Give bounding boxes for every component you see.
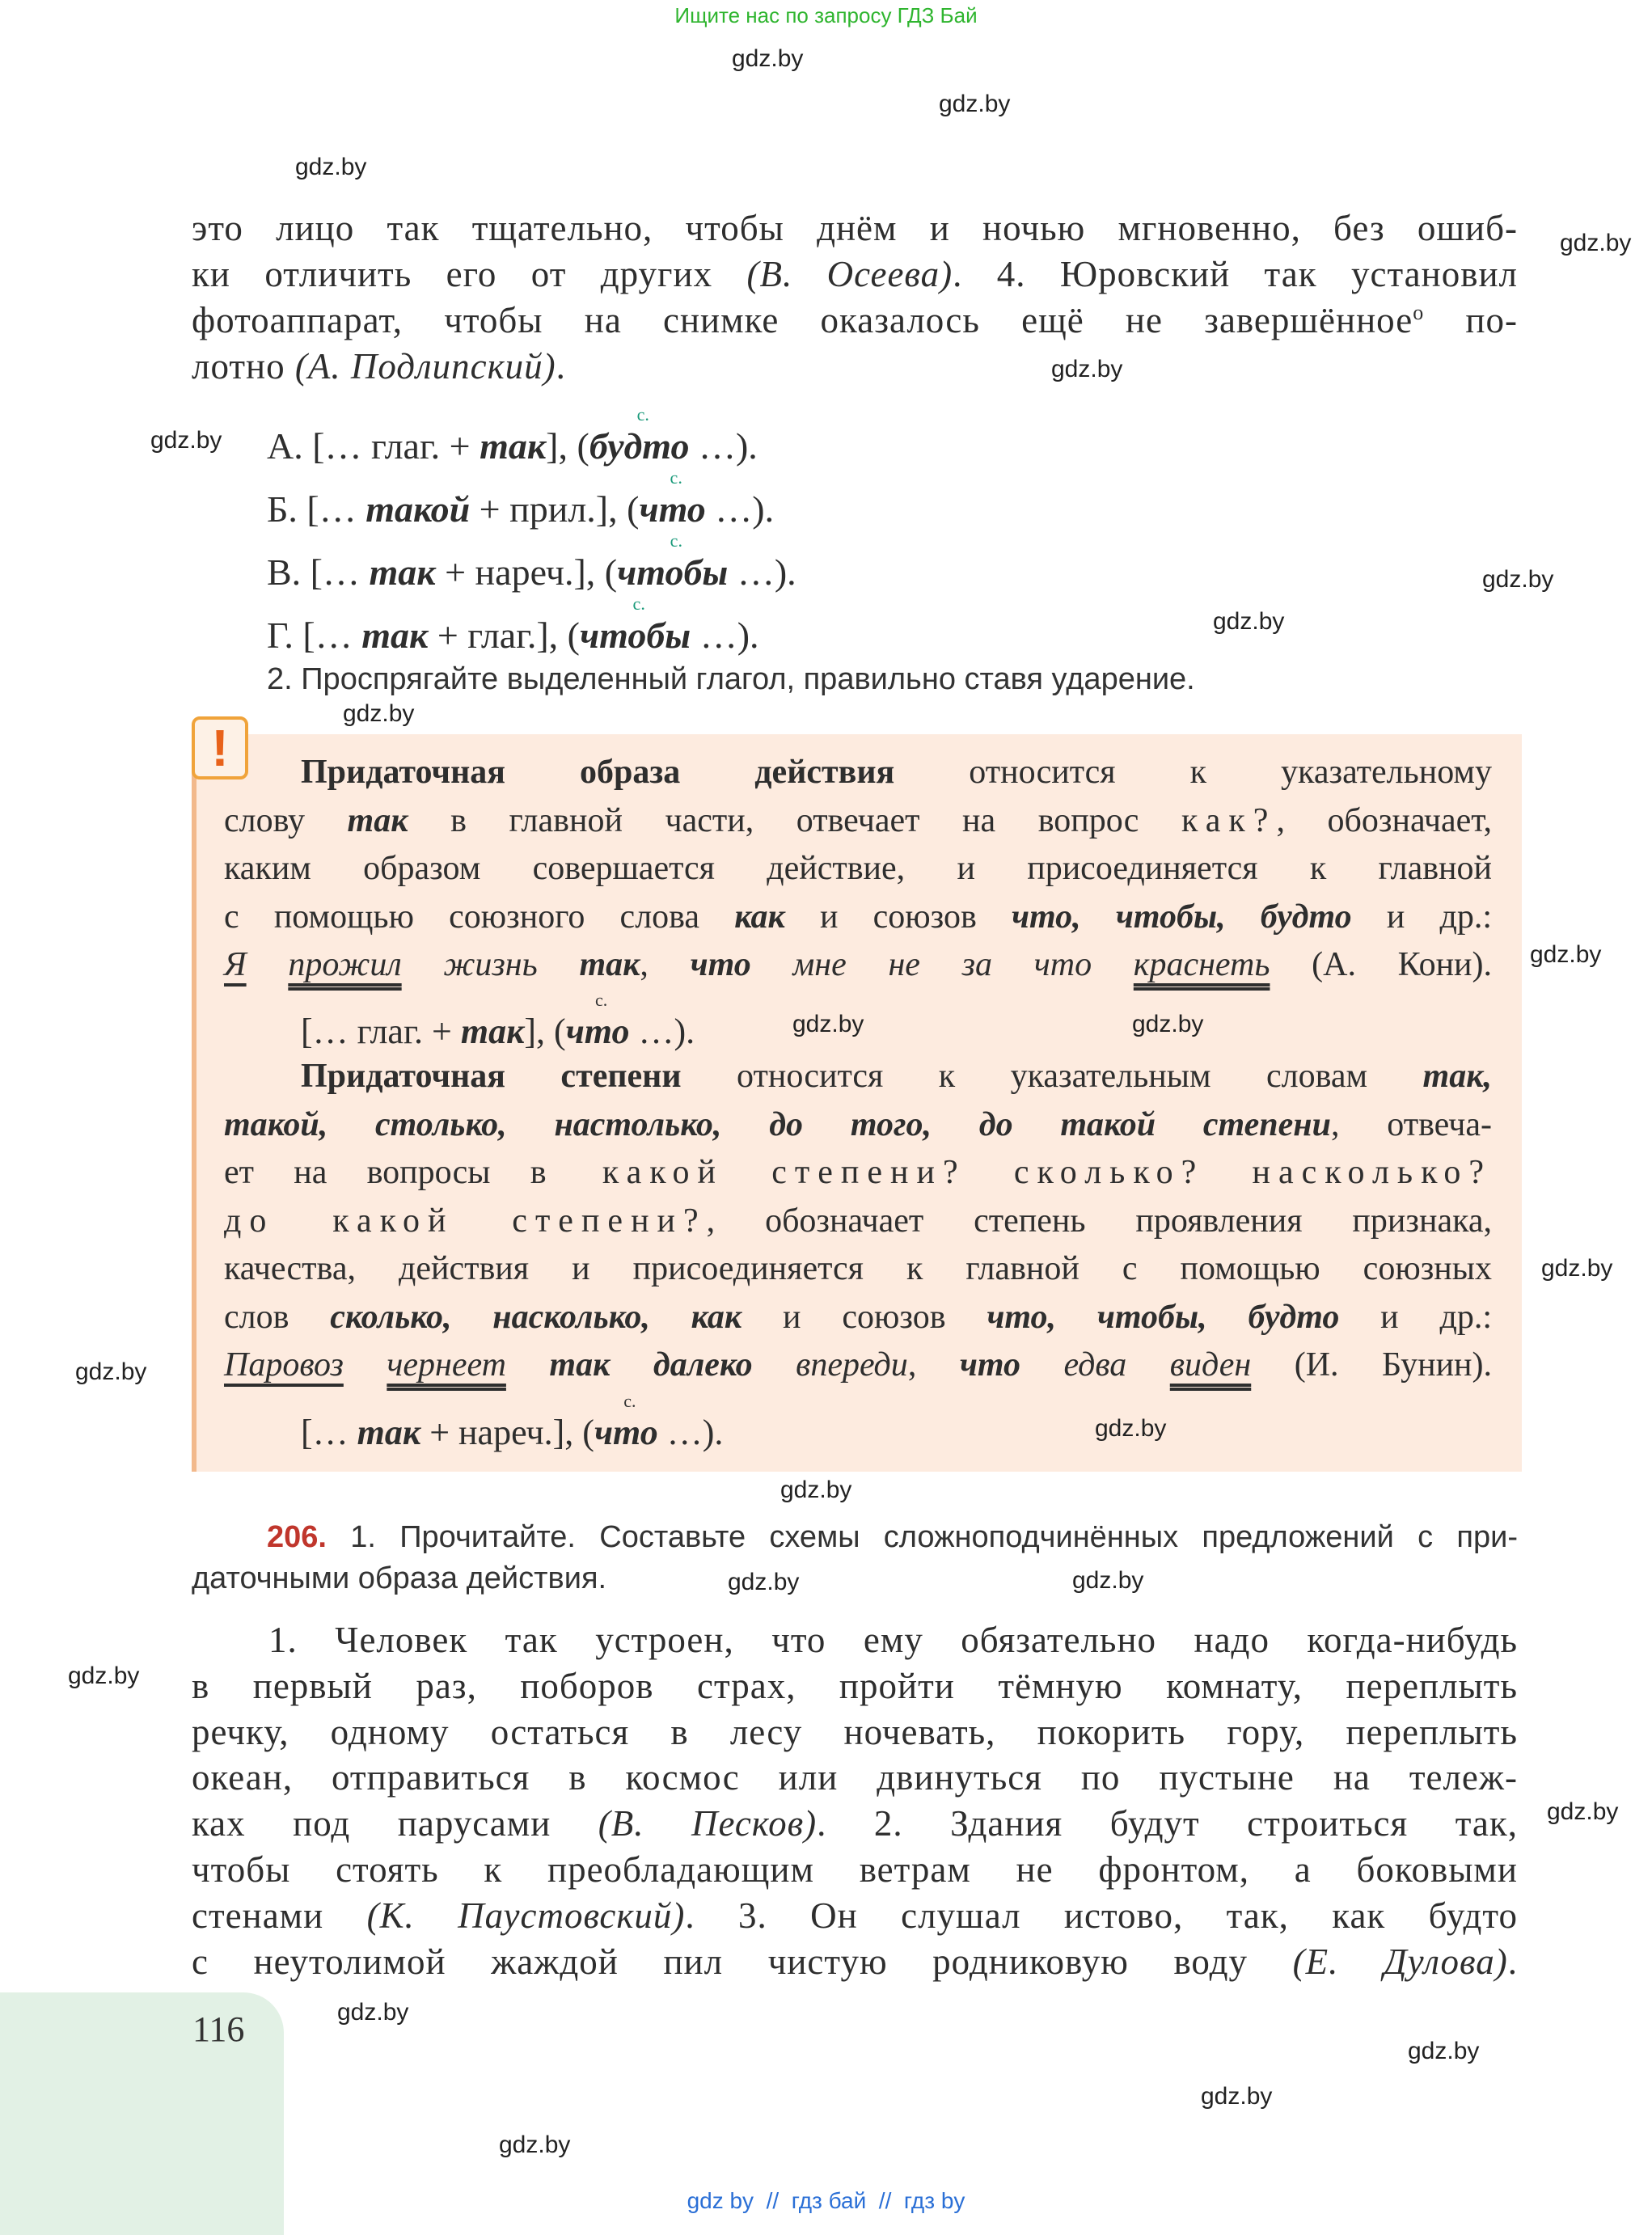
subject: Паровоз — [224, 1346, 344, 1384]
pointer-word: так — [347, 801, 408, 839]
text: ], ( — [546, 425, 589, 467]
watermark: gdz.by — [295, 154, 367, 180]
text: [… — [301, 1413, 357, 1452]
watermark: gdz.by — [1132, 1011, 1204, 1037]
questions: в какой степени? сколько? насколько? — [530, 1154, 1492, 1191]
text: слову — [224, 801, 348, 839]
watermark: gdz.by — [1530, 941, 1602, 968]
example-line — [224, 941, 1492, 990]
exercise-206-task — [192, 1517, 1518, 1599]
conjunction-mark: с. — [632, 594, 645, 614]
watermark: gdz.by — [1072, 1567, 1144, 1594]
conjunction — [617, 530, 729, 594]
author-citation: (А. Подлипский) — [294, 346, 556, 387]
text-line — [192, 205, 1518, 251]
text-line — [192, 1663, 1518, 1709]
author-citation: (В. Песков) — [598, 1803, 818, 1844]
watermark: gdz.by — [1408, 2038, 1480, 2064]
text: мне не за что — [750, 946, 1134, 983]
conjunction-mark: с. — [623, 1391, 636, 1411]
text: и др.: — [1351, 898, 1493, 936]
text: в первый раз, поборов страх, пройти тёмную комнату, переплыть — [192, 1665, 1518, 1706]
text: чтобы стоять к преобладающим ветрам не фронтом, а боковыми — [192, 1848, 1518, 1890]
text: что — [565, 1012, 630, 1051]
previous-exercise-text — [192, 205, 1518, 390]
text-line — [224, 1198, 1492, 1246]
pointer-word: так — [480, 425, 547, 467]
watermark: gdz.by — [1541, 1255, 1613, 1282]
text: . — [1507, 1941, 1518, 1982]
watermark: gdz.by — [499, 2131, 571, 2158]
text-line — [192, 1893, 1518, 1939]
text-line — [192, 251, 1518, 298]
text-line — [192, 1801, 1518, 1847]
watermark: gdz.by — [1547, 1798, 1619, 1825]
text: , — [907, 1346, 960, 1384]
text: …). — [657, 1413, 724, 1452]
exercise-206-text — [192, 1617, 1518, 1984]
text: впереди — [752, 1346, 908, 1384]
text: будто — [589, 425, 690, 467]
pointer-word: так — [579, 946, 640, 983]
watermark: gdz.by — [780, 1477, 852, 1503]
watermark: gdz.by — [792, 1011, 864, 1037]
text-line — [192, 1847, 1518, 1893]
pointer-word: так — [357, 1413, 421, 1452]
text-line — [224, 1245, 1492, 1294]
question: до какой степени? — [224, 1202, 707, 1240]
watermark: gdz.by — [732, 45, 804, 72]
page-number: 116 — [192, 2009, 245, 2049]
conjunction — [639, 467, 706, 530]
conjunction — [589, 404, 690, 467]
conjunction-mark: с. — [670, 530, 682, 551]
text: в главной части, отвечает на вопрос — [408, 801, 1181, 839]
text: , отвеча- — [1330, 1105, 1492, 1143]
pointer-words: такой, столько, настолько, до того, до такой степени — [224, 1105, 1331, 1143]
author-citation: (В. Осеева) — [746, 254, 953, 294]
text: 1. Прочитайте. Составьте схемы сложноподчинённых предложений с при- — [350, 1520, 1518, 1554]
footer-links[interactable]: gdz by // гдз бай // гдз by — [687, 2188, 965, 2213]
watermark: gdz.by — [728, 1569, 800, 1595]
text: ет на вопросы — [224, 1154, 530, 1191]
scheme-g — [267, 594, 796, 657]
text: что — [594, 1413, 658, 1452]
text-line — [224, 845, 1492, 894]
text: Б. [… — [267, 488, 366, 530]
text: [… глаг. + — [301, 1012, 461, 1051]
predicate: краснеть — [1133, 946, 1270, 983]
text: слов — [224, 1298, 331, 1336]
conjunction — [594, 1391, 658, 1454]
text: …). — [728, 551, 796, 593]
stress-mark: о — [1413, 301, 1425, 324]
text: и др.: — [1339, 1298, 1492, 1336]
text — [506, 1346, 550, 1384]
text: . — [556, 346, 566, 387]
pointer-word: так далеко — [549, 1346, 753, 1384]
conjunction-mark: с. — [670, 467, 682, 488]
author-citation: (Е. Дулова) — [1292, 1941, 1508, 1982]
text: + глаг.], ( — [428, 615, 581, 656]
pointer-word: так — [361, 615, 429, 656]
text: и союзов — [784, 898, 1012, 936]
scheme-a — [267, 404, 796, 467]
text: . 2. Здания будут строиться так, — [817, 1803, 1518, 1844]
watermark: gdz.by — [1095, 1415, 1167, 1442]
text: это лицо так тщательно, чтобы днём и ночью мгновенно, без ошиб- — [192, 208, 1518, 248]
text: и союзов — [741, 1298, 987, 1336]
text: фотоаппарат, чтобы на снимке оказалось ещё не завершённое — [192, 300, 1413, 340]
pointer-word: так, — [1422, 1058, 1492, 1095]
text: относится к указательному — [894, 754, 1492, 791]
pointer-word: так — [369, 551, 436, 593]
text: + прил.], ( — [470, 488, 640, 530]
text: + нареч.], ( — [420, 1413, 594, 1452]
watermark: gdz.by — [1482, 566, 1554, 593]
search-hint-banner[interactable]: Ищите нас по запросу ГДЗ Бай — [674, 3, 978, 27]
watermark: gdz.by — [1201, 2083, 1273, 2110]
text-line — [224, 749, 1492, 797]
text-line — [192, 298, 1518, 344]
text: чтобы — [617, 551, 729, 593]
text: , обозначает степень проявления признака, — [706, 1202, 1492, 1240]
text-line — [192, 344, 1518, 390]
text-line — [224, 797, 1492, 846]
conjunction-mark: с. — [595, 990, 608, 1010]
text: стенами — [192, 1895, 367, 1936]
conjunction — [580, 594, 691, 657]
watermark: gdz.by — [343, 700, 415, 727]
exclamation-icon: ! — [192, 716, 248, 780]
text: речку, одному остаться в лесу ночевать, покорить гору, переплыть — [192, 1711, 1518, 1752]
text: …). — [691, 615, 759, 656]
text: . 3. Он слушал истово, так, как будто — [685, 1895, 1518, 1936]
text: лотно — [192, 346, 295, 387]
text: что — [639, 488, 706, 530]
text-line — [192, 1755, 1518, 1801]
task-2-instruction: 2. Проспрягайте выделенный глагол, правильно ставя ударение. — [267, 662, 1195, 696]
author-citation: (И. Бунин). — [1251, 1346, 1493, 1384]
watermark: gdz.by — [939, 91, 1011, 117]
watermark: gdz.by — [75, 1358, 147, 1385]
scheme-b — [267, 467, 796, 530]
conjunction: что — [959, 1346, 1020, 1384]
watermark: gdz.by — [1051, 356, 1123, 382]
rule-scheme-2 — [301, 1391, 723, 1454]
scheme-list — [267, 404, 796, 657]
text: чтобы — [580, 615, 691, 656]
conjunction — [565, 990, 630, 1053]
conjunction: что — [690, 946, 751, 983]
watermark: gdz.by — [68, 1663, 140, 1689]
predicate: виден — [1169, 1346, 1252, 1384]
conjunction-mark: с. — [636, 404, 649, 425]
scheme-v — [267, 530, 796, 594]
text-line — [192, 1617, 1518, 1663]
text: …). — [705, 488, 775, 530]
text: качества, действия и присоединяется к главной с помощью союзных — [224, 1250, 1492, 1287]
watermark: gdz.by — [337, 1999, 409, 2026]
author-citation: (К. Паустовский) — [366, 1895, 686, 1936]
text: с помощью союзного слова — [224, 898, 735, 936]
text: по- — [1424, 300, 1518, 340]
text: ки отличить его от других — [192, 254, 747, 294]
exercise-number: 206. — [267, 1520, 327, 1554]
text: А. [… глаг. + — [267, 425, 480, 467]
text: жизнь — [401, 946, 580, 983]
rule-manner-clause — [224, 749, 1492, 990]
text: океан, отправиться в космос или двинуться по пустыне на тележ- — [192, 1757, 1518, 1798]
text-line — [224, 1294, 1492, 1342]
pointer-word: такой — [365, 488, 471, 530]
text: , обозначает, — [1276, 801, 1493, 839]
watermark: gdz.by — [150, 427, 222, 454]
text: даточными образа действия. — [192, 1561, 607, 1595]
text: В. [… — [267, 551, 370, 593]
text: Г. [… — [267, 615, 362, 656]
text-line — [224, 894, 1492, 942]
text: каким образом совершается действие, и присоединяется к главной — [224, 850, 1492, 887]
allied-words: сколько, насколько, как — [330, 1298, 742, 1336]
pointer-word: так — [460, 1012, 525, 1051]
text: ], ( — [524, 1012, 566, 1051]
text: …). — [629, 1012, 695, 1051]
pointer-word: как — [734, 898, 785, 936]
text-line — [192, 1517, 1518, 1558]
text-line — [224, 1053, 1492, 1101]
text-line — [192, 1558, 1518, 1599]
conjunctions: что, чтобы, будто — [987, 1298, 1340, 1336]
conjunctions: что, чтобы, будто — [1011, 898, 1352, 936]
text-line — [192, 1939, 1518, 1985]
subject: Я — [224, 946, 247, 983]
text: 1. Человек так устроен, что ему обязательно надо когда-нибудь — [268, 1620, 1518, 1660]
text-line — [224, 1101, 1492, 1150]
text: + нареч.], ( — [435, 551, 618, 593]
rule-scheme-1 — [301, 990, 695, 1053]
text — [247, 946, 289, 983]
author-citation: (А. Кони). — [1270, 946, 1493, 983]
text: . 4. Юровский так установил — [953, 254, 1518, 294]
text-line — [224, 1149, 1492, 1198]
predicate: прожил — [288, 946, 402, 983]
rule-degree-clause — [224, 1053, 1492, 1390]
text — [344, 1346, 387, 1384]
text: ках под парусами — [192, 1803, 598, 1844]
watermark: gdz.by — [1560, 230, 1632, 256]
text: едва — [1020, 1346, 1170, 1384]
predicate: чернеет — [387, 1346, 506, 1384]
term: Придаточная образа действия — [301, 754, 895, 791]
text: относится к указательным словам — [681, 1058, 1423, 1095]
text: …). — [689, 425, 758, 467]
text: с неутолимой жаждой пил чистую родниковую воду — [192, 1941, 1293, 1982]
question: как? — [1181, 801, 1277, 839]
term: Придаточная степени — [301, 1058, 682, 1095]
example-line — [224, 1341, 1492, 1390]
watermark: gdz.by — [1213, 608, 1285, 635]
text: , — [640, 946, 691, 983]
text-line — [192, 1709, 1518, 1755]
